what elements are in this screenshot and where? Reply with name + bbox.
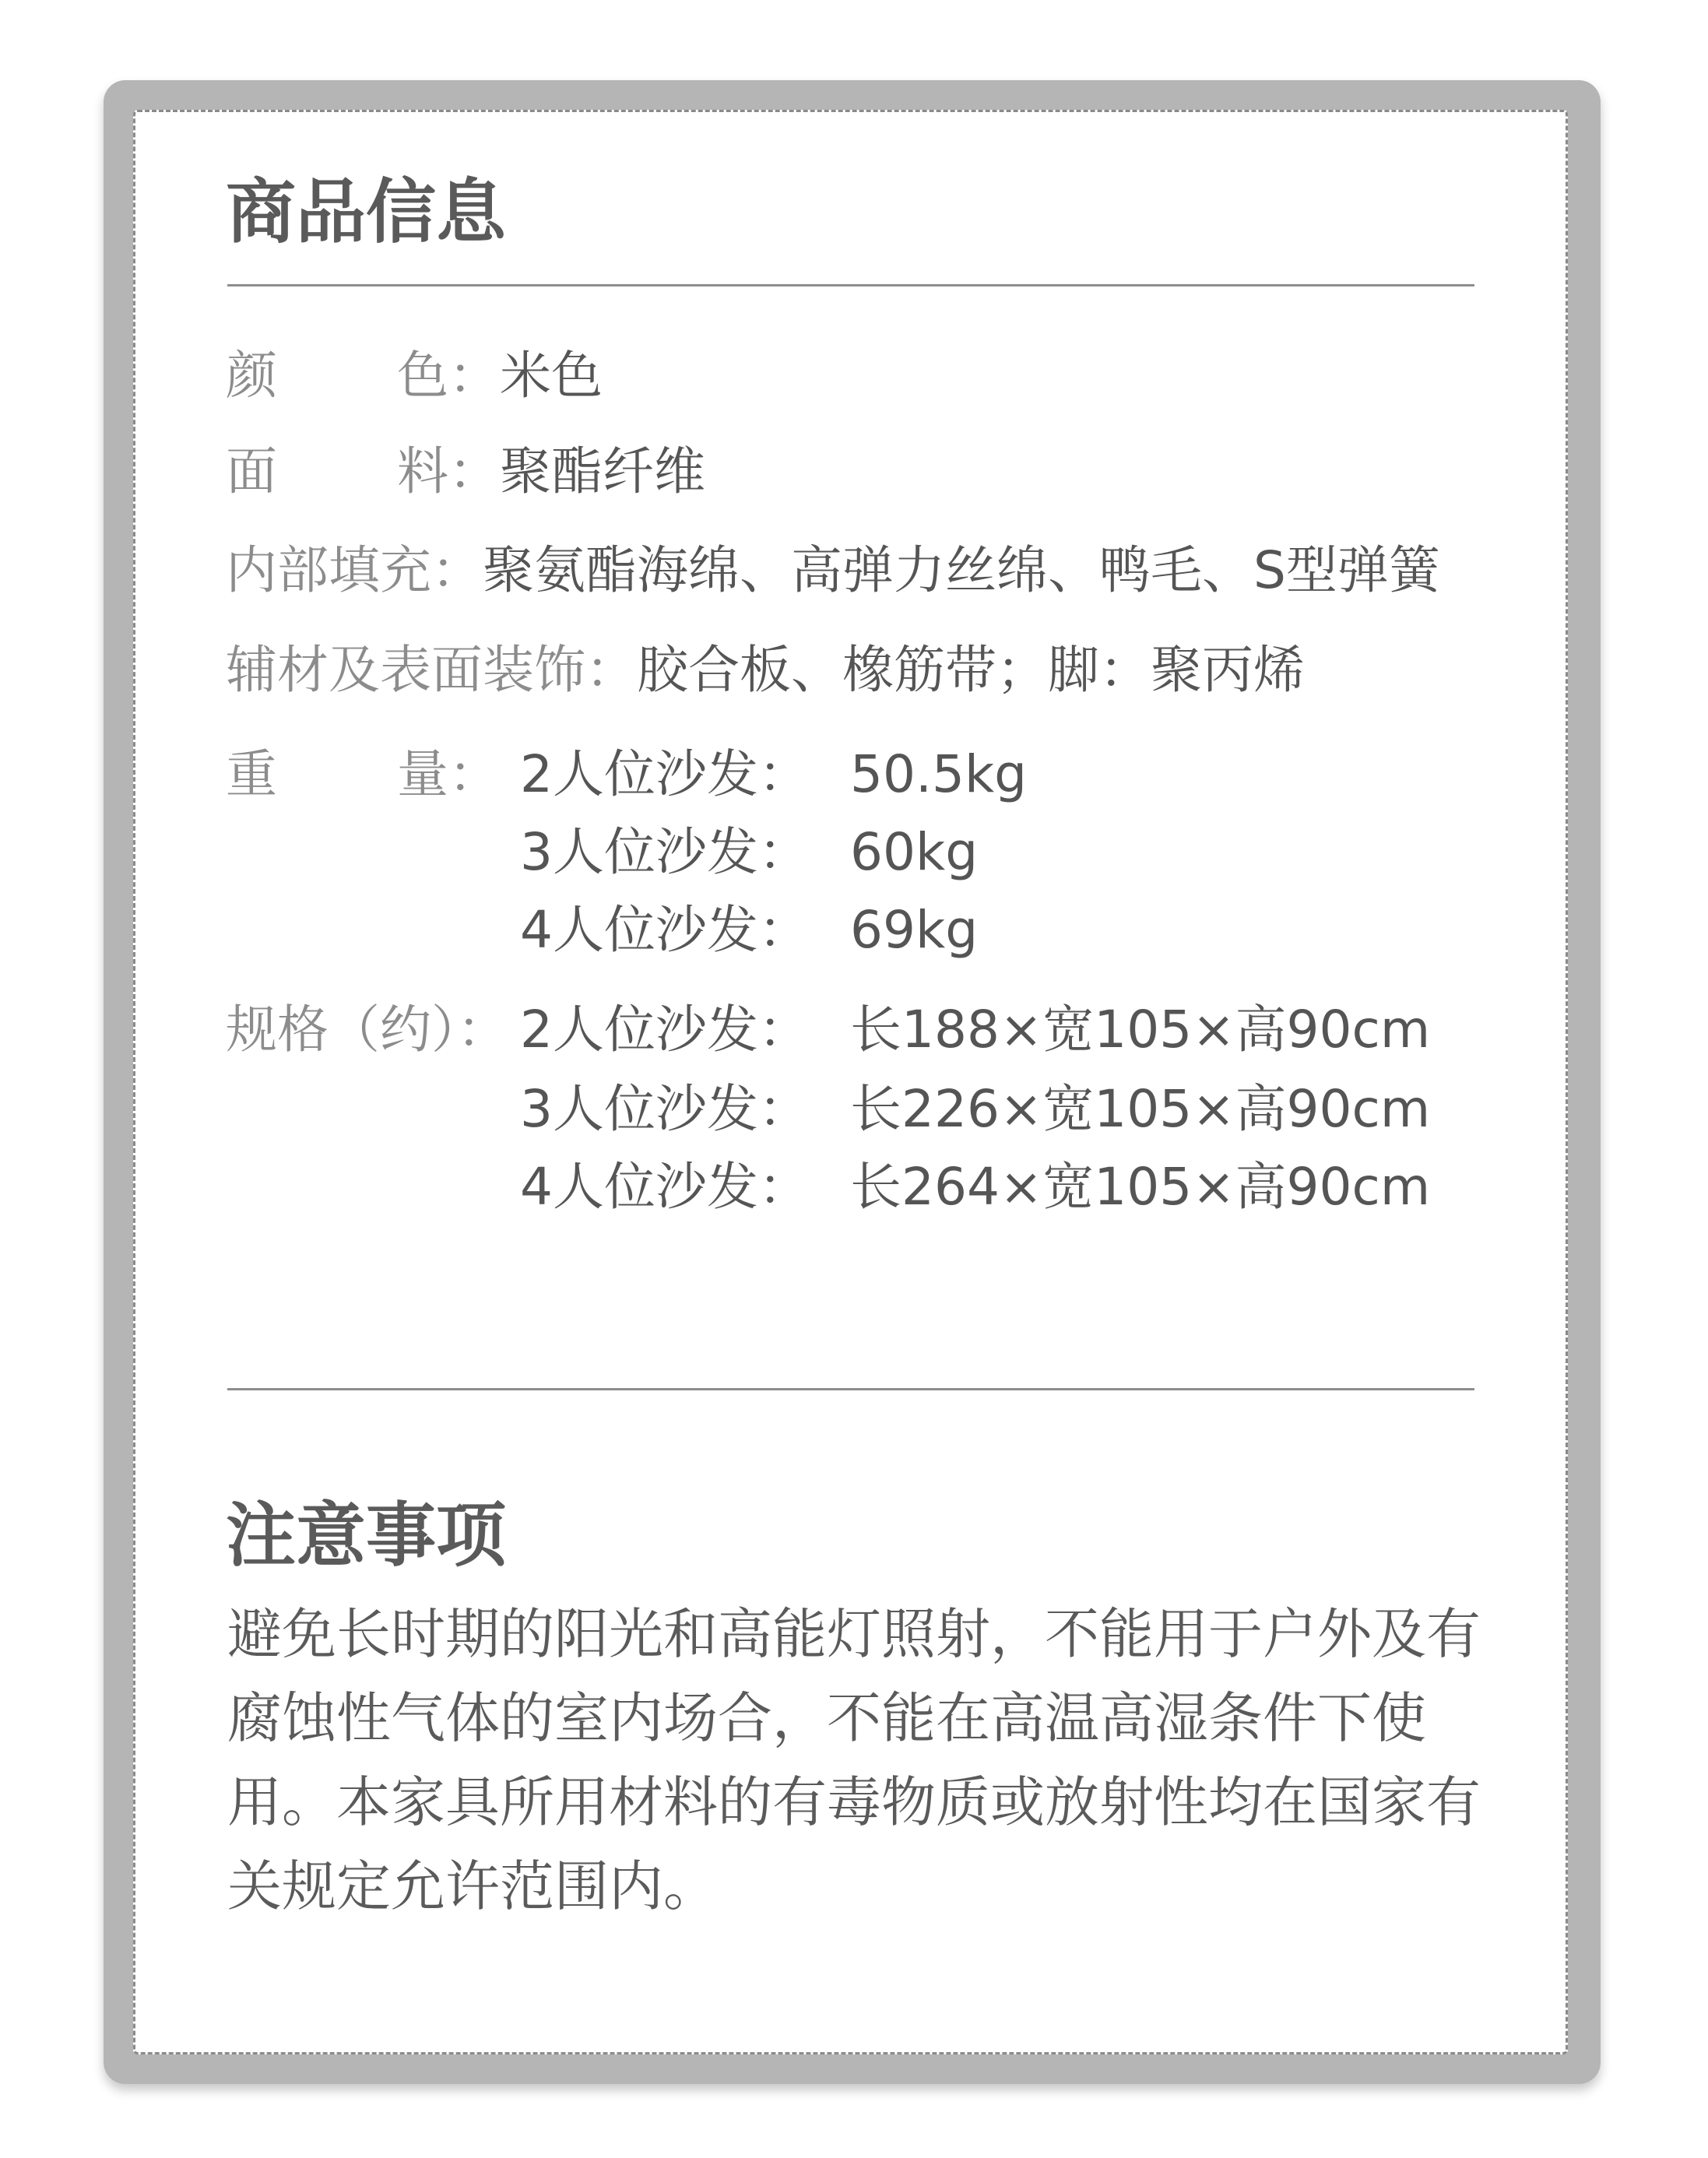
weight-seat-2: 2人位沙发：: [520, 744, 810, 804]
size-value-2: 长188×宽105×高90cm: [850, 1000, 1431, 1060]
color-value: 米色: [500, 346, 603, 406]
color-label: 颜 色：: [226, 346, 500, 406]
filling-value: 聚氨酯海绵、高弹力丝绵、鸭毛、S型弹簧: [483, 540, 1440, 600]
accessories-row: [226, 640, 1305, 700]
size-value-4: 长264×宽105×高90cm: [850, 1157, 1431, 1217]
notice-title: 注意事项: [226, 1495, 506, 1576]
accessories-value: 胶合板、橡筋带；脚：聚丙烯: [637, 640, 1305, 700]
product-info-title: 商品信息: [226, 171, 506, 253]
notice-text: 避免长时期的阳光和高能灯照射，不能用于户外及有腐蚀性气体的室内场合，不能在高温高湿条件下使用。本家具所用材料的有毒物质或放射性均在国家有关规定允许范围内。: [227, 1602, 1481, 1918]
size-seat-4: 4人位沙发：: [520, 1157, 810, 1217]
title-divider: [227, 284, 1474, 286]
size-value-3: 长226×宽105×高90cm: [850, 1079, 1431, 1139]
size-seat-3: 3人位沙发：: [520, 1079, 810, 1139]
filling-label: 内部填充：: [226, 540, 483, 600]
section-divider: [227, 1388, 1474, 1390]
fabric-row: [226, 441, 705, 501]
weight-label-row: [226, 744, 500, 804]
accessories-label: 辅材及表面装饰：: [226, 640, 637, 700]
weight-label: 重 量：: [226, 744, 500, 804]
weight-value-4: 69kg: [850, 900, 979, 960]
size-label-row: [226, 1000, 508, 1060]
fabric-value: 聚酯纤维: [500, 441, 705, 501]
size-label: 规格（约）：: [226, 1000, 508, 1060]
weight-value-2: 50.5kg: [850, 744, 1028, 804]
weight-seat-4: 4人位沙发：: [520, 900, 810, 960]
fabric-label: 面 料：: [226, 441, 500, 501]
filling-row: [226, 540, 1440, 600]
color-row: [226, 346, 603, 406]
size-seat-2: 2人位沙发：: [520, 1000, 810, 1060]
weight-value-3: 60kg: [850, 822, 979, 882]
weight-seat-3: 3人位沙发：: [520, 822, 810, 882]
